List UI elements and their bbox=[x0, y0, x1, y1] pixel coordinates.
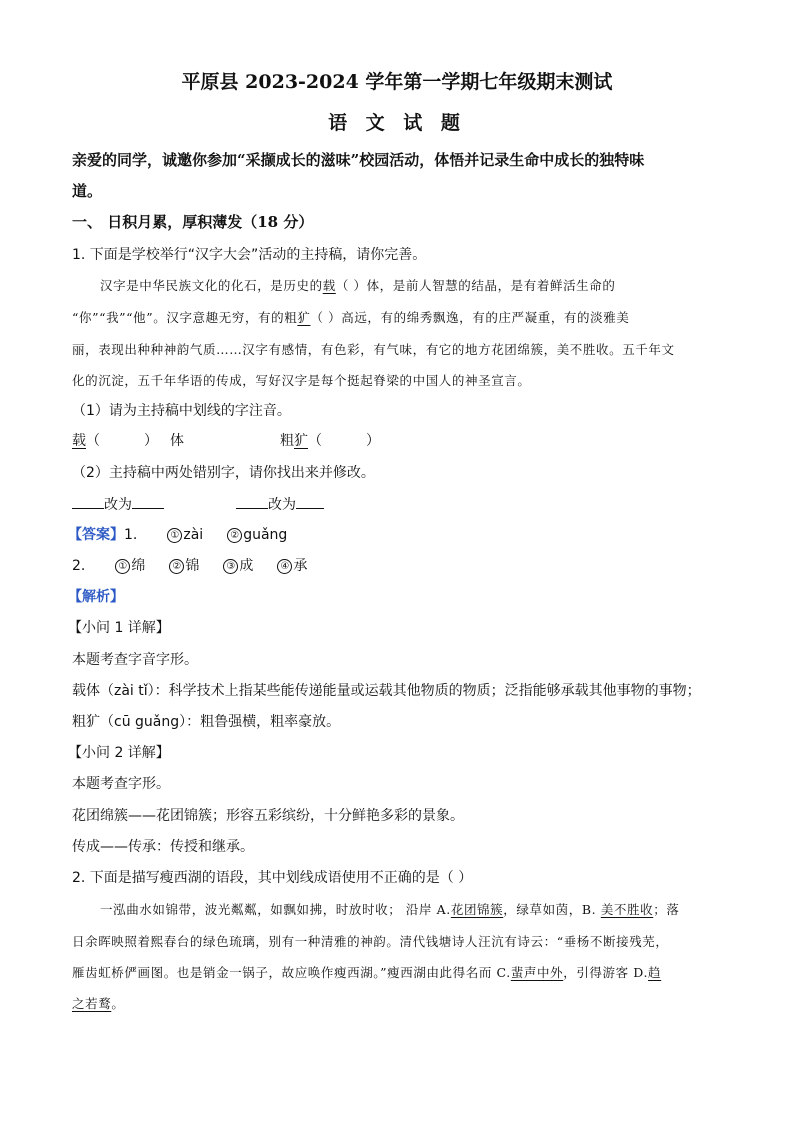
passage-text: ，绿草如茵，B. bbox=[503, 902, 601, 917]
underlined-idiom-c: 蜚声中外 bbox=[510, 965, 564, 980]
answer-char: 承 bbox=[293, 558, 308, 574]
wrong-char-blank[interactable] bbox=[72, 494, 104, 509]
passage-text: （ ）体，是前人智慧的结晶，是有着鲜活生命的 bbox=[335, 278, 616, 293]
underlined-idiom-d: 趋 bbox=[648, 965, 662, 980]
passage-2-line-2: 日余晖映照着熙春台的绿色琉璃，别有一种清雅的神韵。清代钱塘诗人汪沆有诗云：“垂杨不断接残芜， bbox=[72, 934, 669, 949]
passage-text: 。 bbox=[111, 996, 125, 1011]
sub-question-1-items bbox=[72, 431, 380, 451]
word-rest: 体 bbox=[170, 433, 184, 449]
underlined-char-zai: 载 bbox=[322, 278, 336, 293]
passage-text: 汉字是中华民族文化的化石，是历史的 bbox=[100, 278, 323, 293]
answer-char: 锦 bbox=[185, 558, 200, 574]
intro-line-1: 亲爱的同学，诚邀你参加“采撷成长的滋味”校园活动，体悟并记录生命中成长的独特味 bbox=[72, 151, 645, 169]
circled-number: ④ bbox=[277, 559, 292, 574]
analysis-text: 本题考查字形。 bbox=[72, 776, 170, 792]
passage-2-line-3 bbox=[72, 963, 661, 983]
question-1-stem: 1. 下面是学校举行“汉字大会”活动的主持稿，请你完善。 bbox=[72, 247, 427, 263]
underlined-char-guang: 犷 bbox=[297, 310, 311, 325]
paren-close: ） bbox=[366, 433, 380, 449]
passage-text: 一泓曲水如锦带，波光粼粼，如飘如拂，时放时收； 沿岸 A. bbox=[100, 902, 451, 917]
analysis-text: 传成——传承：传授和继承。 bbox=[72, 839, 254, 855]
correct-char-blank[interactable] bbox=[296, 494, 324, 509]
correction-blanks bbox=[72, 494, 324, 515]
wrong-char-blank[interactable] bbox=[236, 494, 268, 509]
intro-line-2: 道。 bbox=[72, 182, 103, 200]
underlined-idiom-d: 之若鹜 bbox=[72, 996, 112, 1011]
passage-text: “你”“我”“他”。汉字意趣无穷，有的粗 bbox=[72, 310, 298, 325]
change-to-label: 改为 bbox=[268, 497, 296, 513]
change-to-label: 改为 bbox=[104, 497, 132, 513]
passage-line-4: 化的沉淀，五千年华语的传成，写好汉字是每个挺起脊梁的中国人的神圣宣言。 bbox=[72, 373, 531, 388]
paren-close: ） bbox=[144, 433, 158, 449]
answer-number: 2. bbox=[72, 558, 86, 574]
passage-line-3: 丽，表现出种种神韵气质……汉字有感情，有色彩，有气味，有它的地方花团绵簇，美不胜收。五千年文 bbox=[72, 342, 675, 357]
analysis-heading-2: 【小问 2 详解】 bbox=[68, 745, 170, 761]
answer-number: 1. bbox=[124, 527, 138, 543]
analysis-heading-1: 【小问 1 详解】 bbox=[68, 620, 170, 636]
passage-2-line-1 bbox=[100, 900, 679, 920]
circled-number: ① bbox=[167, 528, 182, 543]
pinyin-target-zai: 载 bbox=[72, 433, 86, 449]
passage-2-line-4 bbox=[72, 994, 124, 1014]
circled-number: ② bbox=[169, 559, 184, 574]
passage-text: 雁齿虹桥俨画图。也是销金一锅子，故应唤作瘦西湖。”瘦西湖由此得名而 C. bbox=[72, 965, 511, 980]
paren-open: （ bbox=[86, 433, 100, 449]
passage-text: （ ）高远，有的绵秀飘逸，有的庄严凝重，有的淡雅美 bbox=[310, 310, 630, 325]
circled-number: ① bbox=[115, 559, 130, 574]
section-heading: 一、 日积月累，厚积薄发（18 分） bbox=[72, 213, 314, 231]
passage-line-1 bbox=[100, 276, 616, 296]
answer-line-1 bbox=[68, 525, 287, 545]
answer-char: 成 bbox=[239, 558, 254, 574]
analysis-text: 载体（zài tǐ）：科学技术上指某些能传递能量或运载其他物质的物质；泛指能够承载其他事物的事物； bbox=[72, 683, 701, 699]
analysis-text: 花团绵簇——花团锦簇；形容五彩缤纷，十分鲜艳多彩的景象。 bbox=[72, 808, 464, 824]
circled-number: ③ bbox=[223, 559, 238, 574]
underlined-idiom-b: 美不胜收 bbox=[600, 902, 654, 917]
paren-open: （ bbox=[308, 433, 322, 449]
sub-question-1: （1）请为主持稿中划线的字注音。 bbox=[72, 403, 291, 419]
underlined-idiom-a: 花团锦簇 bbox=[450, 902, 504, 917]
circled-number: ② bbox=[227, 528, 242, 543]
answer-char: 绵 bbox=[131, 558, 146, 574]
passage-line-2 bbox=[72, 308, 629, 328]
passage-text: ，引得游客 D. bbox=[563, 965, 649, 980]
passage-text: ；落 bbox=[653, 902, 680, 917]
page-subtitle: 语 文 试 题 bbox=[328, 112, 466, 134]
word-prefix: 粗 bbox=[280, 433, 294, 449]
sub-question-2: （2）主持稿中两处错别字，请你找出来并修改。 bbox=[72, 465, 375, 481]
analysis-text: 粗犷（cū guǎng）：粗鲁强横，粗率豪放。 bbox=[72, 714, 341, 730]
answer-tag: 【答案】 bbox=[68, 527, 124, 543]
page-title: 平原县 2023-2024 学年第一学期七年级期末测试 bbox=[181, 71, 613, 93]
analysis-text: 本题考查字音字形。 bbox=[72, 652, 198, 668]
question-2-stem: 2. 下面是描写瘦西湖的语段，其中划线成语使用不正确的是（ ） bbox=[72, 870, 473, 886]
answer-pinyin: zài bbox=[183, 527, 204, 543]
pinyin-target-guang: 犷 bbox=[294, 433, 308, 449]
analysis-tag: 【解析】 bbox=[68, 589, 124, 605]
answer-line-2 bbox=[72, 556, 307, 576]
correct-char-blank[interactable] bbox=[132, 494, 164, 509]
answer-pinyin: guǎng bbox=[243, 527, 288, 543]
